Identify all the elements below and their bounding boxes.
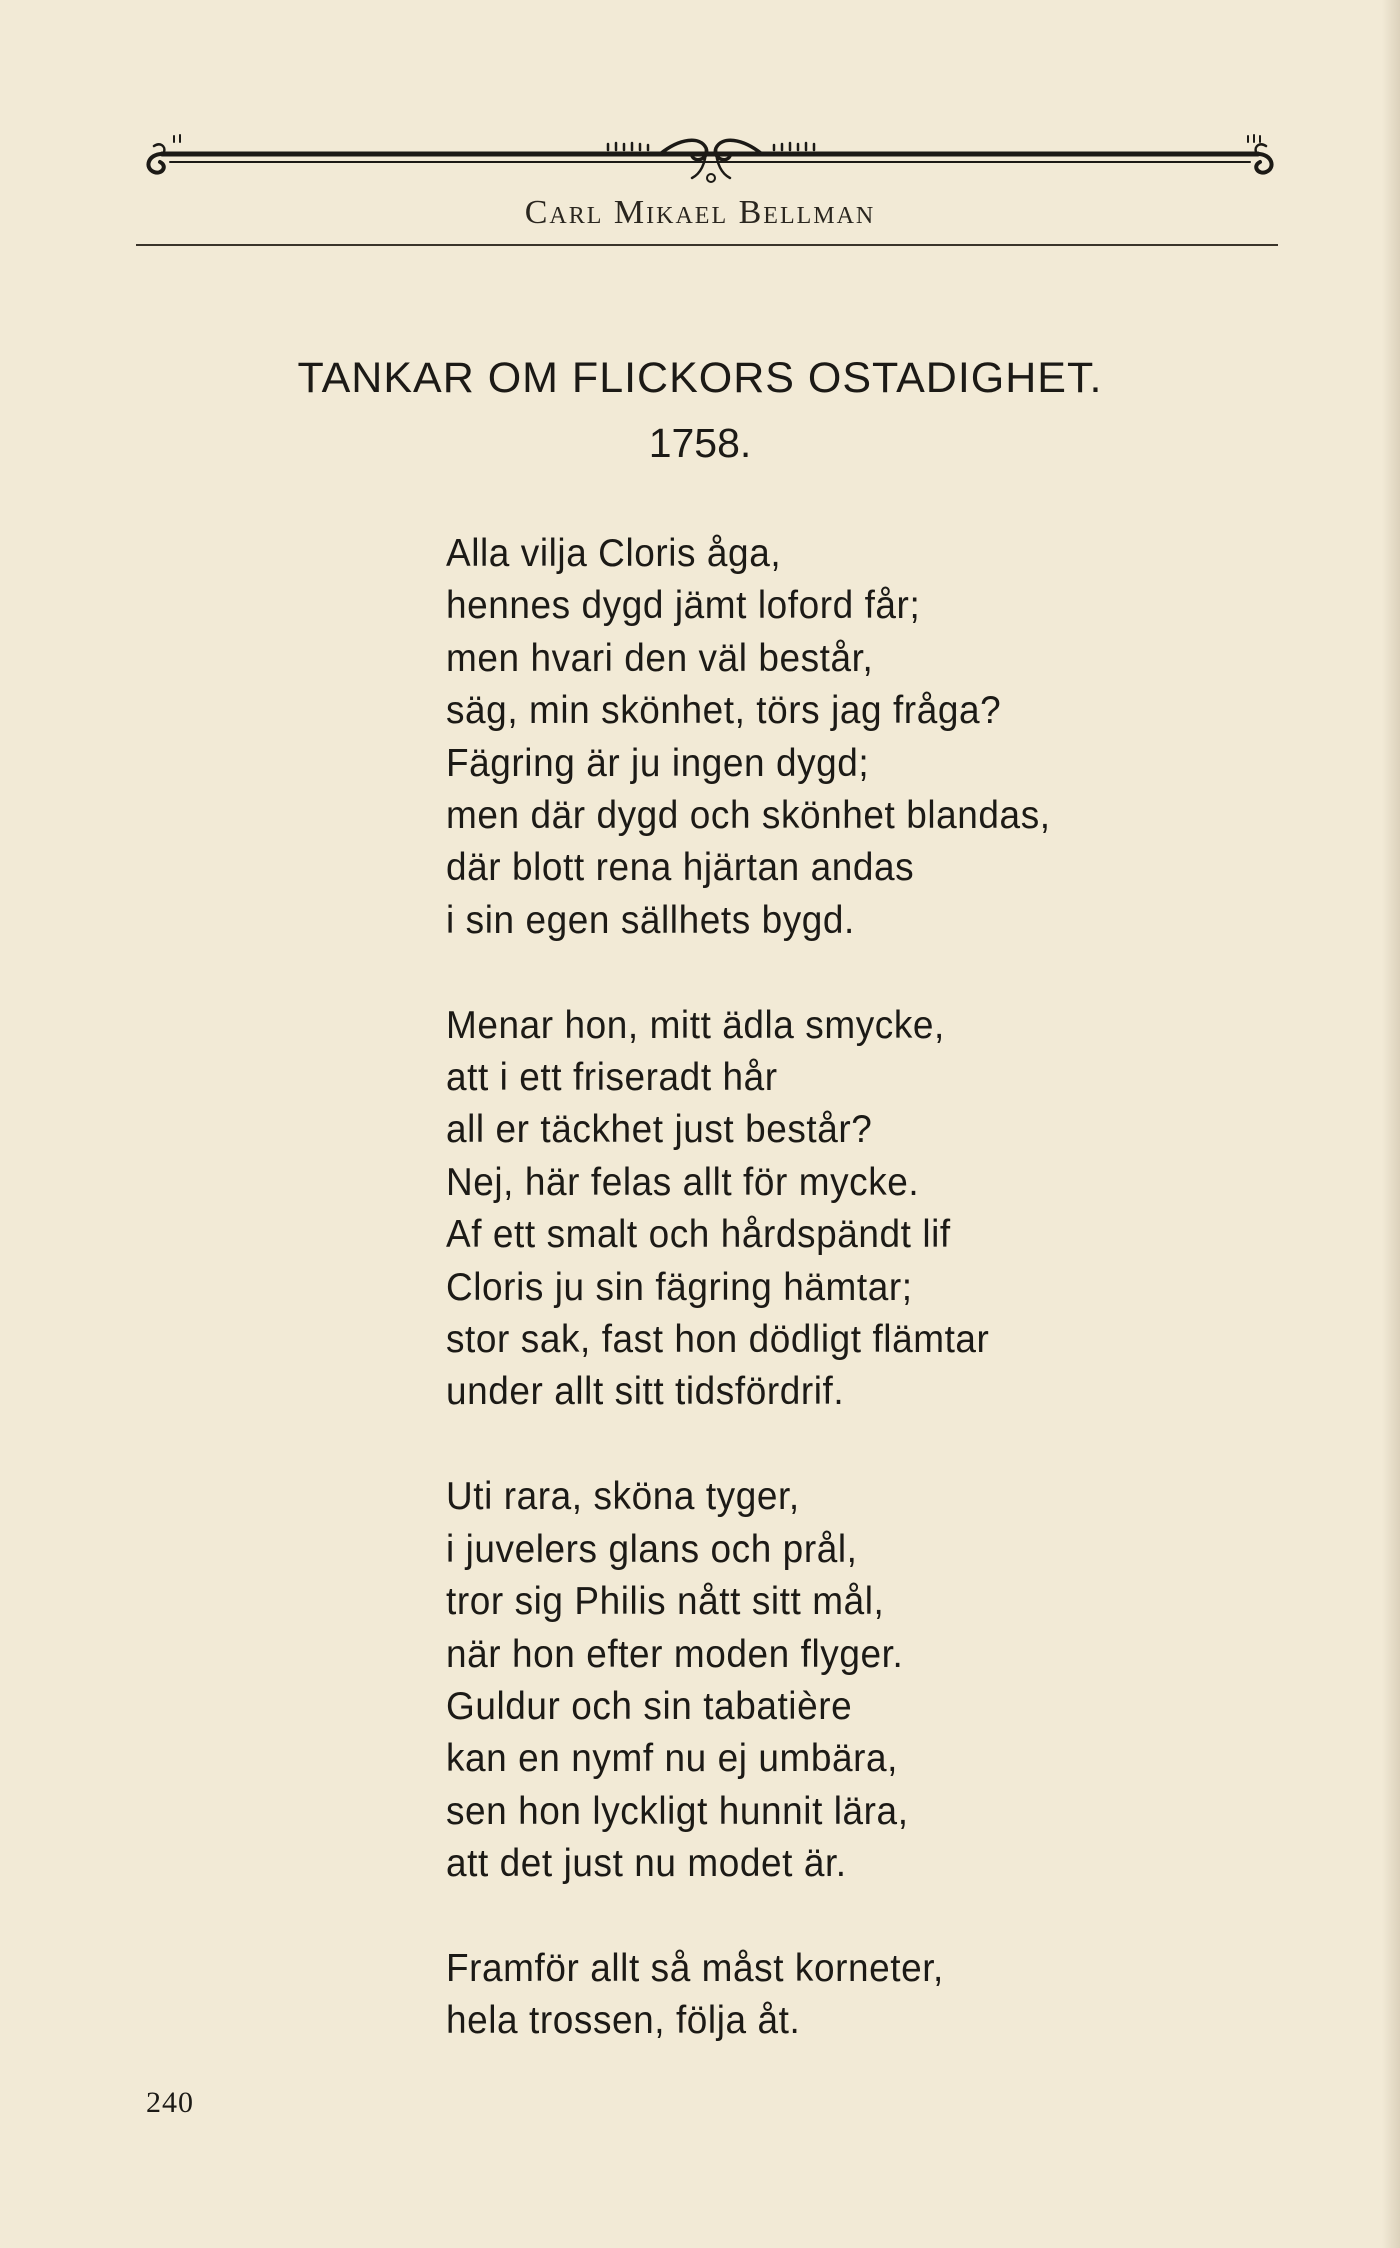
poem-line: i sin egen sällhets bygd. <box>446 898 855 942</box>
poem-line: Framför allt så måst korneter, <box>446 1946 944 1990</box>
poem-line: all er täckhet just består? <box>446 1108 873 1152</box>
poem-line: tror sig Philis nått sitt mål, <box>446 1580 885 1624</box>
poem-line: i juvelers glans och prål, <box>446 1527 858 1571</box>
poem-line: när hon efter moden flyger. <box>446 1632 904 1676</box>
poem-line: sen hon lyckligt hunnit lära, <box>446 1789 909 1833</box>
poem-line: kan en nymf nu ej umbära, <box>446 1737 899 1781</box>
poem-body <box>446 528 1051 2100</box>
poem-line: att det just nu modet är. <box>446 1842 847 1886</box>
poem-line: Cloris ju sin fägring hämtar; <box>446 1265 913 1309</box>
poem-line: stor sak, fast hon dödligt flämtar <box>446 1318 990 1362</box>
header-rule <box>136 244 1278 246</box>
stanza <box>446 1000 1051 1419</box>
poem-line: Menar hon, mitt ädla smycke, <box>446 1003 945 1047</box>
poem-year: 1758. <box>648 420 752 466</box>
poem-line: hela trossen, följa åt. <box>446 1999 801 2043</box>
stanza <box>446 1943 1051 2048</box>
page-number: 240 <box>146 2086 194 2119</box>
poem-line: men där dygd och skönhet blandas, <box>446 794 1051 838</box>
scrollwork-rule-ornament-icon <box>140 128 1282 192</box>
poem-line: att i ett friseradt hår <box>446 1056 778 1100</box>
poem-line: Fägring är ju ingen dygd; <box>446 741 870 785</box>
poem-line: Alla vilja Cloris åga, <box>446 532 782 575</box>
poem-line: Guldur och sin tabatière <box>446 1684 853 1728</box>
poem-line: hennes dygd jämt loford får; <box>446 584 921 628</box>
poem-line: Uti rara, sköna tyger, <box>446 1475 800 1519</box>
poem-title: TANKAR OM FLICKORS OSTADIGHET. <box>297 354 1103 402</box>
poem-line: där blott rena hjärtan andas <box>446 846 915 890</box>
running-head-author: Carl Mikael Bellman <box>524 194 876 231</box>
stanza <box>446 528 1051 947</box>
poem-line: Af ett smalt och hårdspändt lif <box>446 1213 951 1257</box>
stanza <box>446 1471 1051 1890</box>
poem-line: under allt sitt tidsfördrif. <box>446 1370 845 1414</box>
page-edge-shadow <box>1382 0 1400 2248</box>
poem-line: Nej, här felas allt för mycke. <box>446 1160 920 1204</box>
poem-line: men hvari den väl består, <box>446 636 874 680</box>
poem-line: säg, min skönhet, törs jag fråga? <box>446 689 1002 733</box>
